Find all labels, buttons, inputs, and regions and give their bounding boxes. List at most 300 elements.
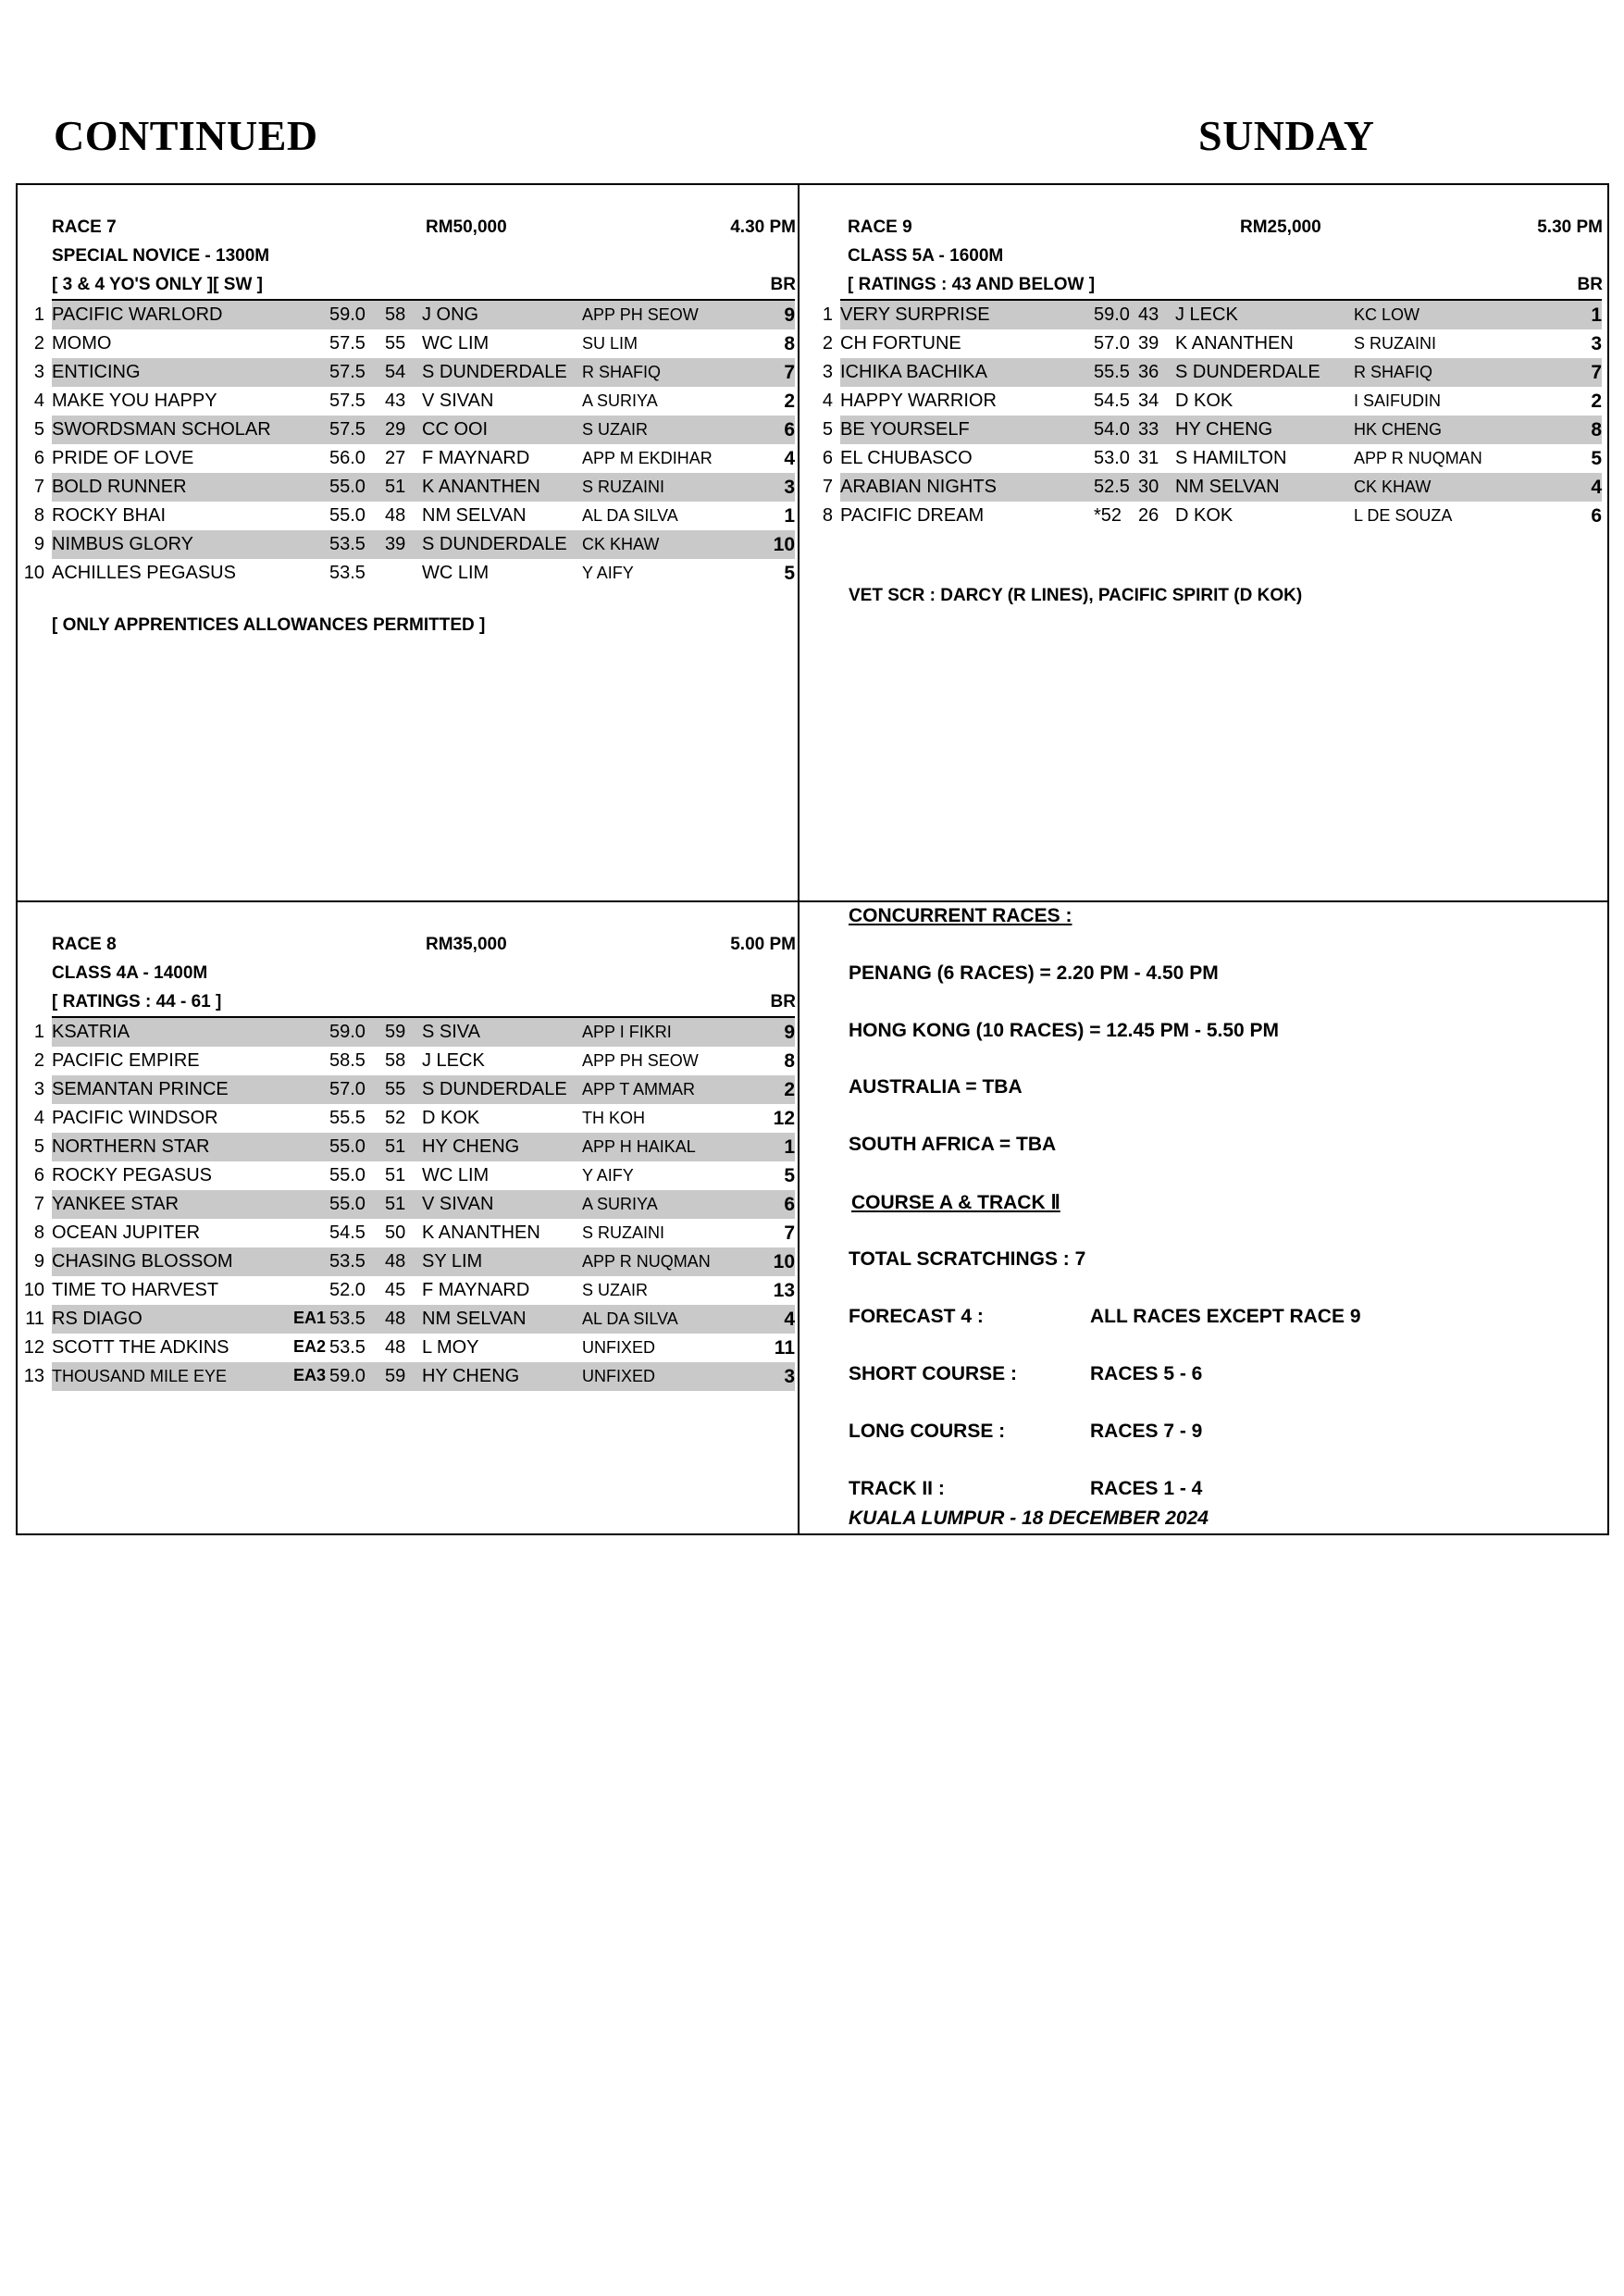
runner-horse-cell xyxy=(52,1305,329,1334)
runner-row xyxy=(809,444,1602,473)
runner-rating: 33 xyxy=(1138,416,1175,444)
runner-rating: 51 xyxy=(385,1133,422,1161)
horse-name: RS DIAGO xyxy=(52,1309,143,1329)
runner-trainer: S UZAIR xyxy=(582,416,739,444)
runner-jockey: CC OOI xyxy=(422,416,582,444)
runner-number: 3 xyxy=(33,1079,44,1099)
runner-weight: 55.0 xyxy=(329,1165,366,1185)
runner-trainer: UNFIXED xyxy=(582,1362,739,1391)
runner-rating: 59 xyxy=(385,1017,422,1047)
runner-weight: 53.5 xyxy=(329,563,366,583)
runner-weight: 55.5 xyxy=(1094,358,1138,387)
runner-barrier: 8 xyxy=(784,1049,795,1072)
runner-number: 10 xyxy=(23,563,44,583)
runner-jockey: S DUNDERDALE xyxy=(422,530,582,559)
runner-trainer: APP M EKDIHAR xyxy=(582,449,713,467)
runner-number: 5 xyxy=(33,1136,44,1157)
runner-number: 3 xyxy=(33,362,44,382)
forecast-label: FORECAST 4 : xyxy=(849,1306,984,1327)
horse-name: SEMANTAN PRINCE xyxy=(52,1079,229,1099)
runner-weight: 53.5 xyxy=(329,1305,385,1334)
long-course-label: LONG COURSE : xyxy=(849,1421,1006,1442)
runner-barrier: 5 xyxy=(1591,447,1602,469)
horse-name: VERY SURPRISE xyxy=(840,304,990,325)
runner-row xyxy=(809,473,1602,502)
runner-weight: 54.5 xyxy=(329,1222,366,1243)
barrier-header: BR xyxy=(1577,275,1603,294)
runner-horse-cell xyxy=(840,416,1094,444)
runner-rating: 39 xyxy=(385,530,422,559)
runner-jockey: D KOK xyxy=(422,1108,480,1128)
forecast-value: ALL RACES EXCEPT RACE 9 xyxy=(1090,1306,1361,1327)
page-header-left: CONTINUED xyxy=(54,112,318,159)
concurrent-hong-kong: HONG KONG (10 RACES) = 12.45 PM - 5.50 PM xyxy=(849,1020,1280,1041)
runner-rating: 55 xyxy=(385,1075,422,1104)
race-title: RACE 8 xyxy=(52,935,117,954)
horse-name: ARABIAN NIGHTS xyxy=(840,477,997,497)
runner-number: 2 xyxy=(33,333,44,354)
runner-barrier: 8 xyxy=(1539,416,1602,444)
runner-weight: 52.5 xyxy=(1094,473,1138,502)
runner-horse-cell xyxy=(52,300,329,329)
runner-barrier: 2 xyxy=(739,1075,795,1104)
race-class: CLASS 4A - 1400M xyxy=(52,963,208,983)
runner-number: 1 xyxy=(822,304,833,325)
short-course-value: RACES 5 - 6 xyxy=(1090,1363,1203,1384)
race-prize: RM25,000 xyxy=(1240,217,1321,237)
runner-number: 3 xyxy=(822,362,833,382)
horse-name: PACIFIC DREAM xyxy=(840,505,985,526)
runner-jockey: S DUNDERDALE xyxy=(422,1075,582,1104)
race8-class-row xyxy=(19,959,796,987)
horse-name: MOMO xyxy=(52,333,112,354)
runner-rating: 58 xyxy=(385,1050,406,1071)
runner-row xyxy=(19,358,795,387)
race7-runners-table xyxy=(19,299,795,588)
runner-trainer: UNFIXED xyxy=(582,1338,656,1357)
runner-jockey: HY CHENG xyxy=(422,1133,582,1161)
runner-row xyxy=(19,1161,795,1190)
race-title: RACE 7 xyxy=(52,217,117,237)
runner-horse-cell xyxy=(52,329,329,358)
runner-horse-cell xyxy=(52,530,329,559)
runner-jockey: SY LIM xyxy=(422,1247,582,1276)
runner-rating: 54 xyxy=(385,358,422,387)
runner-barrier: 10 xyxy=(739,530,795,559)
runner-barrier: 9 xyxy=(739,300,795,329)
runner-jockey: S HAMILTON xyxy=(1175,448,1287,468)
runner-weight: 54.5 xyxy=(1094,391,1130,411)
race-8-panel xyxy=(19,930,796,1391)
runner-number: 7 xyxy=(822,477,833,497)
horse-name: NIMBUS GLORY xyxy=(52,534,193,554)
runner-horse-cell xyxy=(52,1161,329,1190)
runner-barrier: 3 xyxy=(1591,332,1602,354)
runner-number: 1 xyxy=(33,304,44,325)
race7-class-row xyxy=(19,242,796,270)
runner-barrier: 2 xyxy=(784,390,795,412)
race8-conditions-row xyxy=(19,987,796,1016)
runner-number: 5 xyxy=(33,419,44,440)
runner-row xyxy=(809,387,1602,416)
runner-row xyxy=(19,1362,795,1391)
runner-rating: 51 xyxy=(385,1165,406,1185)
runner-number: 6 xyxy=(822,448,833,468)
runner-weight: *52 xyxy=(1094,505,1122,526)
race8-runners-table xyxy=(19,1016,795,1391)
horse-name: PACIFIC EMPIRE xyxy=(52,1050,200,1071)
race-prize: RM50,000 xyxy=(426,217,507,237)
runner-weight: 52.0 xyxy=(329,1280,366,1300)
total-scratchings: TOTAL SCRATCHINGS : 7 xyxy=(849,1248,1086,1270)
row-divider xyxy=(16,900,1607,902)
barrier-header: BR xyxy=(770,275,796,294)
runner-barrier: 3 xyxy=(739,473,795,502)
runner-rating: 39 xyxy=(1138,333,1159,354)
runner-horse-cell xyxy=(52,1362,329,1391)
runner-trainer: S RUZAINI xyxy=(1354,334,1437,353)
runner-number: 4 xyxy=(33,1108,44,1128)
runner-weight: 56.0 xyxy=(329,448,366,468)
runner-trainer: APP R NUQMAN xyxy=(582,1247,739,1276)
runner-weight: 55.0 xyxy=(329,505,366,526)
runner-trainer: SU LIM xyxy=(582,334,638,353)
runner-trainer: R SHAFIQ xyxy=(582,358,739,387)
runner-row xyxy=(809,416,1602,444)
runner-barrier: 7 xyxy=(784,1222,795,1244)
runner-rating: 45 xyxy=(385,1280,406,1300)
runner-horse-cell xyxy=(52,416,329,444)
race-time: 4.30 PM xyxy=(730,217,796,237)
runner-row xyxy=(809,329,1602,358)
runner-trainer: Y AIFY xyxy=(582,1166,634,1185)
runner-row xyxy=(19,502,795,530)
horse-name: YANKEE STAR xyxy=(52,1194,180,1214)
runner-jockey: HY CHENG xyxy=(1175,416,1354,444)
runner-jockey: D KOK xyxy=(1175,391,1233,411)
runner-jockey: S DUNDERDALE xyxy=(422,358,582,387)
runner-number: 8 xyxy=(33,1222,44,1243)
horse-name: KSATRIA xyxy=(52,1022,130,1042)
emergency-acceptor-tag: EA3 xyxy=(292,1366,326,1384)
concurrent-races-title: CONCURRENT RACES : xyxy=(849,905,1072,926)
horse-name: HAPPY WARRIOR xyxy=(840,391,997,411)
horse-name: ENTICING xyxy=(52,362,141,382)
runner-weight: 54.0 xyxy=(1094,416,1138,444)
runner-barrier: 1 xyxy=(784,504,795,527)
runner-trainer: TH KOH xyxy=(582,1109,646,1127)
runner-horse-cell xyxy=(52,1047,329,1075)
concurrent-australia: AUSTRALIA = TBA xyxy=(849,1076,1023,1098)
horse-name: CH FORTUNE xyxy=(840,333,961,354)
runner-horse-cell xyxy=(52,1219,329,1247)
runner-weight: 57.0 xyxy=(329,1075,385,1104)
runner-number: 5 xyxy=(822,419,833,440)
race-title: RACE 9 xyxy=(848,217,912,237)
runner-trainer: L DE SOUZA xyxy=(1354,506,1453,525)
runner-barrier: 13 xyxy=(773,1279,795,1301)
runner-number: 6 xyxy=(33,448,44,468)
runner-number: 10 xyxy=(23,1280,44,1300)
runner-jockey: F MAYNARD xyxy=(422,448,530,468)
runner-rating: 26 xyxy=(1138,505,1159,526)
race9-conditions-row xyxy=(809,270,1603,299)
barrier-header: BR xyxy=(770,992,796,1011)
runner-trainer: S RUZAINI xyxy=(582,473,739,502)
runner-horse-cell xyxy=(52,1247,329,1276)
runner-weight: 55.0 xyxy=(329,1190,385,1219)
runner-weight: 57.5 xyxy=(329,358,385,387)
runner-trainer: CK KHAW xyxy=(1354,473,1539,502)
runner-number: 6 xyxy=(33,1165,44,1185)
runner-rating: 43 xyxy=(385,391,406,411)
runner-row xyxy=(19,387,795,416)
runner-jockey: WC LIM xyxy=(422,1165,490,1185)
runner-rating: 55 xyxy=(385,333,406,354)
runner-row xyxy=(809,502,1602,530)
runner-row xyxy=(19,1104,795,1133)
runner-horse-cell xyxy=(52,1190,329,1219)
runner-number: 11 xyxy=(25,1309,44,1329)
runner-horse-cell xyxy=(840,473,1094,502)
runner-weight: 57.5 xyxy=(329,391,366,411)
runner-horse-cell xyxy=(52,1276,329,1305)
runner-rating: 30 xyxy=(1138,473,1175,502)
column-divider xyxy=(798,183,800,1535)
runner-number: 8 xyxy=(33,505,44,526)
horse-name: EL CHUBASCO xyxy=(840,448,973,468)
runner-barrier: 6 xyxy=(1591,504,1602,527)
runner-horse-cell xyxy=(840,444,1094,473)
runner-jockey: S DUNDERDALE xyxy=(1175,358,1354,387)
runner-weight: 53.5 xyxy=(329,530,385,559)
runner-barrier: 4 xyxy=(1539,473,1602,502)
runner-rating: 48 xyxy=(385,1337,406,1358)
runner-horse-cell xyxy=(52,559,329,588)
runner-row xyxy=(19,559,795,588)
runner-weight: 53.0 xyxy=(1094,448,1130,468)
runner-horse-cell xyxy=(52,387,329,416)
horse-name: ROCKY BHAI xyxy=(52,505,166,526)
runner-number: 13 xyxy=(23,1366,44,1386)
runner-horse-cell xyxy=(840,300,1094,329)
runner-weight: 59.0 xyxy=(329,1362,385,1391)
runner-rating: 50 xyxy=(385,1222,406,1243)
concurrent-penang: PENANG (6 RACES) = 2.20 PM - 4.50 PM xyxy=(849,962,1219,984)
runner-row xyxy=(19,1190,795,1219)
runner-jockey: J LECK xyxy=(1175,300,1354,329)
runner-row xyxy=(19,1247,795,1276)
runner-rating: 48 xyxy=(385,1247,422,1276)
runner-row xyxy=(19,1075,795,1104)
runner-weight: 55.5 xyxy=(329,1108,366,1128)
runner-row xyxy=(19,300,795,329)
runner-row xyxy=(19,1305,795,1334)
horse-name: OCEAN JUPITER xyxy=(52,1222,201,1243)
runner-trainer: S RUZAINI xyxy=(582,1223,665,1242)
track-label: TRACK II : xyxy=(849,1478,945,1499)
runner-trainer: KC LOW xyxy=(1354,300,1539,329)
runner-jockey: J LECK xyxy=(422,1050,485,1071)
runner-horse-cell xyxy=(52,358,329,387)
race7-header xyxy=(19,213,796,242)
runner-barrier: 9 xyxy=(739,1017,795,1047)
course-track: COURSE A & TRACK Ⅱ xyxy=(851,1192,1060,1213)
runner-trainer: AL DA SILVA xyxy=(582,1305,739,1334)
runner-row xyxy=(19,530,795,559)
runner-weight: 53.5 xyxy=(329,1337,366,1358)
runner-barrier: 5 xyxy=(784,1164,795,1186)
race8-header xyxy=(19,930,796,959)
horse-name: NORTHERN STAR xyxy=(52,1136,210,1157)
runner-number: 8 xyxy=(822,505,833,526)
horse-name: PACIFIC WARLORD xyxy=(52,304,223,325)
runner-jockey: S SIVA xyxy=(422,1017,582,1047)
runner-barrier: 3 xyxy=(739,1362,795,1391)
race9-header xyxy=(809,213,1603,242)
runner-row xyxy=(19,329,795,358)
runner-trainer: A SURIYA xyxy=(582,1190,739,1219)
page-header-right: SUNDAY xyxy=(1198,112,1375,159)
runner-weight: 57.5 xyxy=(329,333,366,354)
horse-name: MAKE YOU HAPPY xyxy=(52,391,217,411)
horse-name: SWORDSMAN SCHOLAR xyxy=(52,419,271,440)
race-class: CLASS 5A - 1600M xyxy=(848,246,1004,266)
runner-jockey: K ANANTHEN xyxy=(1175,333,1294,354)
runner-horse-cell xyxy=(840,358,1094,387)
runner-jockey: NM SELVAN xyxy=(422,505,527,526)
venue-date-footer: KUALA LUMPUR - 18 DECEMBER 2024 xyxy=(849,1508,1209,1529)
runner-row xyxy=(19,1276,795,1305)
horse-name: PACIFIC WINDSOR xyxy=(52,1108,218,1128)
runner-jockey: D KOK xyxy=(1175,505,1233,526)
horse-name: TIME TO HARVEST xyxy=(52,1280,219,1300)
emergency-acceptor-tag: EA1 xyxy=(292,1309,326,1327)
runner-rating: 31 xyxy=(1138,448,1159,468)
runner-barrier: 4 xyxy=(739,1305,795,1334)
horse-name: CHASING BLOSSOM xyxy=(52,1251,233,1272)
concurrent-south-africa: SOUTH AFRICA = TBA xyxy=(849,1134,1057,1155)
runner-number: 4 xyxy=(33,391,44,411)
runner-number: 7 xyxy=(33,1194,44,1214)
runner-jockey: HY CHENG xyxy=(422,1362,582,1391)
runner-horse-cell xyxy=(52,1017,329,1047)
runner-trainer: S UZAIR xyxy=(582,1281,649,1299)
race-conditions: [ RATINGS : 44 - 61 ] xyxy=(52,992,222,1011)
runner-rating: 51 xyxy=(385,473,422,502)
runner-trainer: I SAIFUDIN xyxy=(1354,391,1442,410)
race-9-panel xyxy=(809,213,1603,530)
runner-barrier: 1 xyxy=(1539,300,1602,329)
runner-barrier: 7 xyxy=(739,358,795,387)
horse-name: THOUSAND MILE EYE xyxy=(52,1367,228,1385)
race9-class-row xyxy=(809,242,1603,270)
runner-weight: 59.0 xyxy=(329,300,385,329)
runner-weight: 57.5 xyxy=(329,416,385,444)
runner-jockey: V SIVAN xyxy=(422,391,494,411)
runner-horse-cell xyxy=(840,387,1094,416)
runner-weight: 57.0 xyxy=(1094,333,1130,354)
runner-horse-cell xyxy=(840,502,1094,530)
runner-horse-cell xyxy=(52,1075,329,1104)
runner-rating: 29 xyxy=(385,416,422,444)
race-9-vet-scratch-note: VET SCR : DARCY (R LINES), PACIFIC SPIRIT (D KOK) xyxy=(849,586,1303,605)
runner-rating: 48 xyxy=(385,505,406,526)
runner-barrier: 8 xyxy=(784,332,795,354)
runner-trainer: APP I FIKRI xyxy=(582,1017,739,1047)
runner-weight: 58.5 xyxy=(329,1050,366,1071)
runner-horse-cell xyxy=(52,1334,329,1362)
runner-rating: 51 xyxy=(385,1190,422,1219)
runner-horse-cell xyxy=(52,1133,329,1161)
race-time: 5.00 PM xyxy=(730,935,796,954)
race-conditions: [ 3 & 4 YO'S ONLY ][ SW ] xyxy=(52,275,263,294)
runner-rating: 34 xyxy=(1138,391,1159,411)
race-7-panel xyxy=(19,213,796,588)
race-time: 5.30 PM xyxy=(1537,217,1603,237)
runner-rating: 58 xyxy=(385,300,422,329)
runner-row xyxy=(19,1334,795,1362)
horse-name: BE YOURSELF xyxy=(840,419,970,440)
horse-name: BOLD RUNNER xyxy=(52,477,187,497)
horse-name: ROCKY PEGASUS xyxy=(52,1165,213,1185)
runner-jockey: V SIVAN xyxy=(422,1190,582,1219)
runner-trainer: APP T AMMAR xyxy=(582,1075,739,1104)
runner-horse-cell xyxy=(52,1104,329,1133)
race-conditions: [ RATINGS : 43 AND BELOW ] xyxy=(848,275,1096,294)
runner-jockey: K ANANTHEN xyxy=(422,1222,540,1243)
runner-trainer: APP R NUQMAN xyxy=(1354,449,1482,467)
runner-weight: 59.0 xyxy=(329,1017,385,1047)
runner-weight: 53.5 xyxy=(329,1247,385,1276)
horse-name: PRIDE OF LOVE xyxy=(52,448,194,468)
runner-number: 9 xyxy=(33,1251,44,1272)
runner-jockey: K ANANTHEN xyxy=(422,473,582,502)
runner-trainer: Y AIFY xyxy=(582,564,634,582)
runner-barrier: 12 xyxy=(773,1107,795,1129)
runner-number: 1 xyxy=(33,1021,44,1042)
runner-row xyxy=(19,1047,795,1075)
horse-name: ACHILLES PEGASUS xyxy=(52,563,236,583)
runner-barrier: 11 xyxy=(774,1336,795,1359)
runner-trainer: APP PH SEOW xyxy=(582,1051,699,1070)
runner-barrier: 10 xyxy=(739,1247,795,1276)
runner-trainer: CK KHAW xyxy=(582,530,739,559)
runner-number: 2 xyxy=(822,333,833,354)
track-value: RACES 1 - 4 xyxy=(1090,1478,1203,1499)
runner-barrier: 2 xyxy=(1591,390,1602,412)
runner-trainer: APP H HAIKAL xyxy=(582,1133,739,1161)
runner-row xyxy=(19,416,795,444)
runner-row xyxy=(19,1219,795,1247)
runner-rating: 43 xyxy=(1138,300,1175,329)
runner-row xyxy=(809,358,1602,387)
runner-row xyxy=(19,1133,795,1161)
runner-rating: 27 xyxy=(385,448,406,468)
runner-weight: 55.0 xyxy=(329,1133,385,1161)
short-course-label: SHORT COURSE : xyxy=(849,1363,1018,1384)
runner-jockey: J ONG xyxy=(422,300,582,329)
runner-rating xyxy=(385,559,422,588)
runner-horse-cell xyxy=(840,329,1094,358)
runner-barrier: 5 xyxy=(784,562,795,584)
runner-trainer: A SURIYA xyxy=(582,391,658,410)
runner-jockey: L MOY xyxy=(422,1337,479,1358)
runner-weight: 55.0 xyxy=(329,473,385,502)
horse-name: SCOTT THE ADKINS xyxy=(52,1337,229,1358)
runner-number: 2 xyxy=(33,1050,44,1071)
runner-jockey: F MAYNARD xyxy=(422,1280,530,1300)
